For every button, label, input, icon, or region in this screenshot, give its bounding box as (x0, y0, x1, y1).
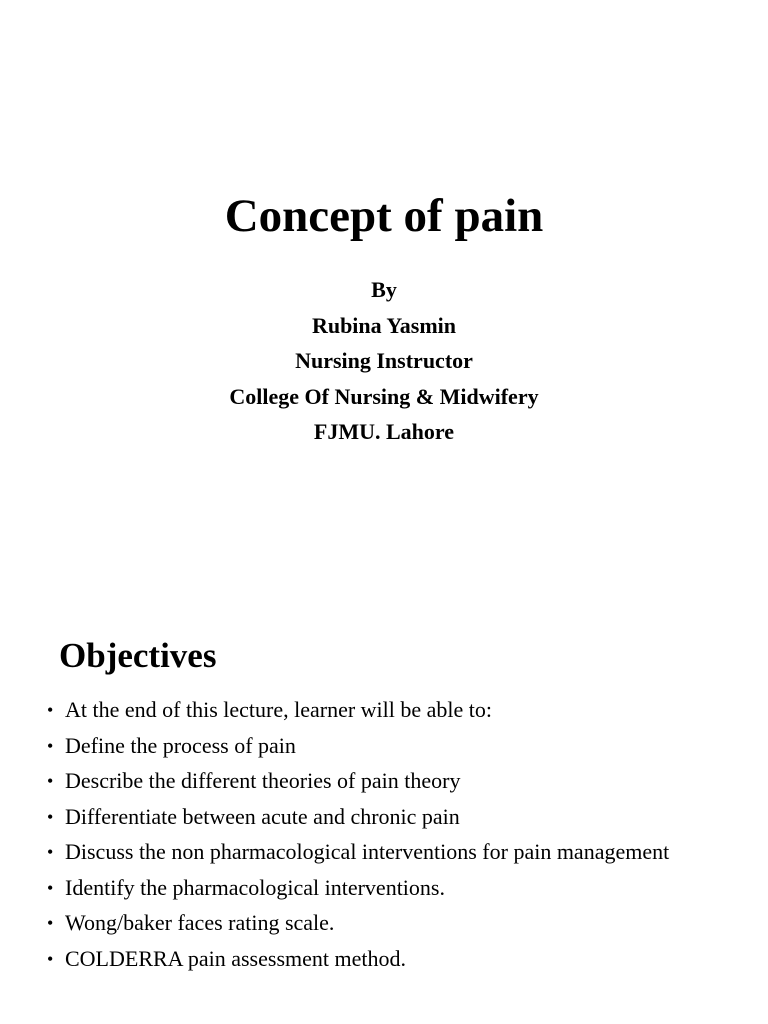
objective-text: COLDERRA pain assessment method. (65, 945, 406, 971)
list-item (45, 697, 745, 723)
list-item (45, 804, 745, 830)
bullet-icon: • (47, 842, 54, 862)
bullet-icon: • (47, 948, 54, 969)
byline (0, 272, 768, 450)
objectives-heading: Objectives (59, 636, 217, 675)
bullet-icon: • (47, 700, 54, 720)
objective-text: Wong/baker faces rating scale. (65, 910, 335, 935)
bullet-icon: • (47, 913, 54, 933)
list-item (45, 733, 745, 759)
list-item (45, 875, 745, 901)
author-location: FJMU. Lahore (313, 419, 455, 444)
bullet-icon: • (47, 806, 54, 827)
objectives-list (45, 697, 745, 981)
author-position: Nursing Instructor (295, 348, 473, 373)
slide-title: Concept of pain (224, 190, 544, 242)
objective-text: Discuss the non pharmacological interventions for pain management (65, 839, 670, 864)
list-item (45, 768, 745, 794)
objective-text: Differentiate between acute and chronic pain (65, 803, 460, 829)
bullet-icon: • (47, 735, 54, 756)
list-item (45, 839, 745, 865)
bullet-icon: • (47, 877, 54, 898)
objective-text: Describe the different theories of pain theory (65, 768, 461, 793)
list-item (45, 946, 745, 972)
objective-text: Define the process of pain (65, 732, 296, 758)
byline-by: By (371, 277, 397, 302)
author-institution: College Of Nursing & Midwifery (229, 383, 539, 409)
objective-text: Identify the pharmacological interventions. (65, 874, 445, 900)
list-item (45, 910, 745, 936)
author-name: Rubina Yasmin (311, 312, 457, 338)
objective-text: At the end of this lecture, learner will be able to: (65, 697, 493, 722)
bullet-icon: • (47, 771, 54, 791)
